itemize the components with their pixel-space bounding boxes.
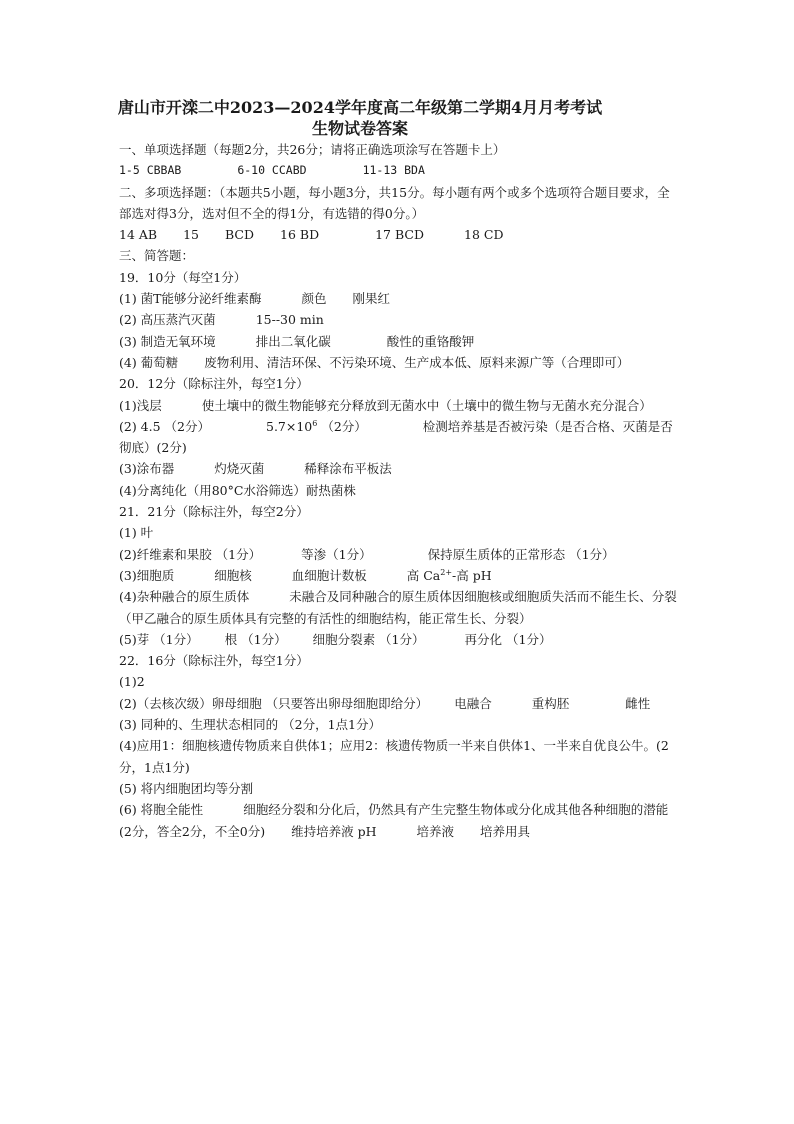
section2-answers	[119, 224, 679, 245]
answer-text: 保持原生质体的正常形态 （1分）	[427, 546, 615, 562]
answer-text: 电融合	[454, 695, 492, 711]
answer-group: 18 CD	[464, 227, 504, 243]
answer-prefix: 高 Ca	[406, 567, 441, 583]
q22-header: 22．16分（除标注外，每空1分）	[119, 653, 309, 669]
answer-text: 未融合及同种融合的原生质体因细胞核或细胞质失活而不能生长、分裂（甲乙融合的原生质体具有完整的有活性的细胞结构，能正常生长、分裂）	[119, 589, 677, 626]
section1-heading: 一、单项选择题（每题2分，共26分；请将正确选项涂写在答题卡上）	[119, 142, 506, 157]
answer-score: （2分）	[317, 418, 367, 434]
answer-text: (1)浅层	[119, 397, 162, 413]
q19-line4	[119, 352, 679, 373]
answer-text: (5)芽 （1分）	[119, 631, 199, 647]
answer-text: 稀释涂布平板法	[304, 461, 392, 477]
section1-answers	[119, 160, 679, 181]
q22-line6	[119, 799, 679, 842]
section3-heading: 三、简答题：	[119, 248, 195, 264]
q20-line4: (4)分离纯化（用80°C水浴筛选）耐热菌株	[119, 482, 356, 498]
answer-group: 14 AB	[119, 227, 158, 243]
answer-text: 使土壤中的微生物能够充分释放到无菌水中（土壤中的微生物与无菌水充分混合）	[201, 397, 652, 413]
exam-title: 唐山市开滦二中2023—2024学年度高二年级第二学期4月月考考试	[117, 98, 603, 117]
answer-text: (1) 菌T能够分泌纤维素酶	[119, 291, 262, 307]
answer-text: 培养液	[416, 823, 455, 839]
answer-group: 1-5 CBBAB	[119, 163, 182, 178]
answer-exponent: 6	[312, 418, 318, 428]
answer-text: (2)（去核次级）卵母细胞 （只要答出卵母细胞即给分）	[119, 695, 429, 711]
q22-line1: (1)2	[119, 674, 145, 690]
answer-suffix: -高 pH	[452, 567, 492, 583]
answer-text: (3) 制造无氧环境	[119, 333, 216, 349]
answer-group: 6-10 CCABD	[237, 163, 307, 178]
answer-text: 培养用具	[480, 823, 531, 839]
answer-text: 细胞分裂素 （1分）	[312, 631, 425, 647]
q19-line3	[119, 331, 679, 352]
answer-superscript: 2+	[440, 567, 453, 577]
answer-text: 根 （1分）	[224, 631, 287, 647]
answer-text: 雌性	[625, 695, 651, 711]
q20-line3	[119, 458, 679, 479]
q19-header: 19．10分（每空1分）	[119, 269, 247, 285]
q19-line1	[119, 288, 679, 309]
answer-content	[119, 139, 679, 842]
answer-text: 酸性的重铬酸钾	[386, 333, 475, 349]
q22-line3: (3) 同种的、生理状态相同的 （2分，1点1分）	[119, 717, 382, 733]
answer-text: 检测培养基是否被污染（是否合格、灭菌是否彻底）(2分)	[119, 418, 673, 456]
answer-group: 15	[183, 227, 199, 243]
answer-group: 17 BCD	[375, 227, 424, 243]
answer-text: (6) 将胞全能性	[119, 802, 204, 818]
answer-text: 15--30 min	[255, 312, 324, 328]
answer-text	[266, 419, 367, 434]
q22-line5: (5) 将内细胞团均等分割	[119, 780, 254, 796]
answer-text: 刚果红	[352, 291, 391, 307]
answer-text: 细胞核	[214, 567, 252, 583]
exam-subtitle: 生物试卷答案	[311, 119, 408, 138]
q22-line4: (4)应用1：细胞核遗传物质来自供体1；应用2：核遗传物质一半来自供体1、一半来自优良公牛。(2分，1点1分)	[119, 738, 669, 775]
q21-line2	[119, 544, 679, 565]
q22-line2	[119, 693, 679, 714]
q21-header: 21．21分（除标注外，每空2分）	[119, 504, 309, 520]
answer-text	[407, 568, 492, 583]
answer-text: (4)杂种融合的原生质体	[119, 589, 250, 605]
answer-text: 血细胞计数板	[291, 567, 367, 583]
q20-line2	[119, 416, 679, 459]
answer-text: (2)纤维素和果胶 （1分）	[119, 546, 262, 562]
answer-text: 细胞经分裂和分化后，仍然具有产生完整生物体或分化成其他各种细胞的潜能(2分，答全2分，不全0分)	[119, 802, 669, 839]
q20-header: 20．12分（除标注外，每空1分）	[119, 376, 309, 392]
answer-group: 16 BD	[280, 227, 320, 243]
answer-text: 等渗（1分）	[301, 546, 372, 562]
answer-number: 5.7×10	[266, 418, 313, 434]
q19-line2	[119, 309, 679, 330]
answer-text: 维持培养液 pH	[291, 823, 377, 839]
answer-text: (2) 高压蒸汽灭菌	[119, 312, 216, 328]
answer-text: 排出二氧化碳	[255, 333, 331, 349]
answer-text: (4) 葡萄糖	[119, 354, 179, 370]
answer-text: (3)细胞质	[119, 567, 175, 583]
answer-text: 重构胚	[531, 695, 570, 711]
q20-line1	[119, 395, 679, 416]
answer-text: 再分化 （1分）	[464, 631, 552, 647]
answer-text: (2) 4.5 （2分）	[119, 418, 210, 434]
q21-line4	[119, 586, 679, 629]
answer-text: (3)涂布器	[119, 461, 175, 477]
q21-line5	[119, 629, 679, 650]
answer-text: 颜色	[301, 291, 327, 307]
q21-line1: (1) 叶	[119, 525, 154, 541]
answer-group: BCD	[225, 227, 255, 243]
answer-text: 废物利用、清洁环保、不污染环境、生产成本低、原料来源广等（合理即可）	[204, 354, 630, 370]
answer-text: 灼烧灭菌	[214, 461, 265, 477]
answer-group: 11-13 BDA	[362, 163, 425, 178]
q21-line3	[119, 565, 679, 586]
section2-heading: 二、多项选择题：（本题共5小题，每小题3分，共15分。每小题有两个或多个选项符合题目要求，全部选对得3分，选对但不全的得1分，有选错的得0分。）	[119, 184, 670, 221]
